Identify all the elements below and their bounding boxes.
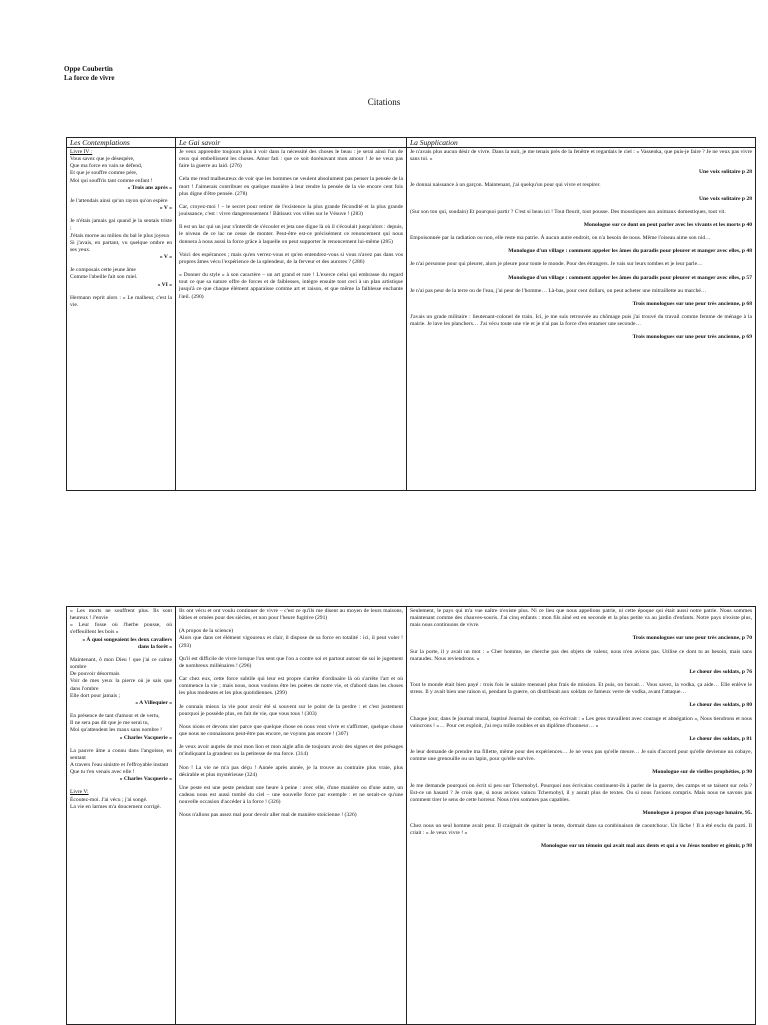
- quote-text: Tout le monde était bien payé : trois fois le salaire mensuel plus frais de mission. Et puis, on buvait… Vous savez, la vodka, ça aide… Elle enlève le stress. Il y avait bien une raison si, pendant la guerre, on distribuait aux soldats ce fameux verre de vodka, avant l'attaque…: [410, 682, 752, 696]
- quote-text: Que ma force en vain se défend,: [70, 163, 143, 170]
- quote-text: Je n'ai personne pour qui pleurer, alors je pleure pour toute le monde. Pour des étrangers. Je vais sur leurs tombes et je leur parle…: [410, 261, 703, 268]
- quote-text: Que tu t'en venais avec elle !: [70, 769, 135, 776]
- source-reference: Une voix solitaire p 28: [698, 195, 752, 202]
- quote-text: Cela me rend malheureux de voir que les hommes ne veulent absolument pas penser la pensée de la mort ! J'aimerais contribuer en quelque manière à leur rendre la pensée de la vie encore cent fois plus digne d'être pensée. (278): [179, 176, 403, 197]
- quote-text: Je donnai naissance à un garçon. Maintenant, j'ai quelqu'un pour qui vivre et respirer.: [410, 182, 601, 189]
- table-header-row: [67, 138, 756, 148]
- author-line: Oppe Coubertin: [64, 65, 113, 73]
- quote-text: « Leur fosse où l'herbe pousse, où s'effeuillent les bois »: [70, 622, 172, 636]
- subject-line: La force de vivre: [64, 74, 115, 82]
- source-reference: « V »: [159, 205, 172, 212]
- contemplations-cell: [67, 607, 176, 1025]
- quote-text: La pauvre âme a connu dans l'angoisse, en sentant: [70, 747, 172, 761]
- quote-text: Car chez eux, cette force subtile qui leur est propre s'arrête d'ordinaire là où s'arrête l'art et où commence la vie ; mais nous, nous voulons être les poètes de notre vie, et d'abord dans les choses les plus modestes et les plus quotidiennes. (299): [179, 676, 403, 697]
- quote-text: Maintenant, ô mon Dieu ! que j'ai ce calme sombre: [70, 656, 172, 671]
- quote-text: Nous n'allons pas assez mal pour devoir aller mal de manière stoïcienne ! (326): [179, 812, 357, 819]
- quote-text: Et que je souffre comme père,: [70, 170, 138, 177]
- quote-text: Je veux apprendre toujours plus à voir dans la nécessité des choses le beau : je serai ainsi l'un de ceux qui embellissent les choses. Amor fati : que ce soit dorénavant mon amour ! Je ne veux pas faire la guerre au laid. (276): [179, 149, 403, 170]
- quote-text: « Les morts ne souffrent plus. Ils sont heureux ! J'envie: [70, 608, 172, 622]
- source-reference: Le chœur des soldats, p 81: [689, 735, 752, 742]
- quote-text: Seulement, le pays qui m'a vue naître n'existe plus. Ni ce lieu que nous appelions patrie, ni cette époque qui était aussi notre patrie. Nous sommes maintenant comme des chauves-souris. J'ai cinq enfants : mon fils aîné est en seconde et la plus petite va au jardin d'enfants. Notre pays n'existe plus, mais nous continuons de vivre.: [410, 608, 752, 629]
- quote-text: Une peste est une peste pendant une heure à peine : avec elle, d'une manière ou d'une autre, un cadeau nous est aussi tombé du ciel – une nouvelle force par exemple : et ne serait-ce qu'une nouvelle occasion d'accéder à la force ! (326): [179, 784, 403, 806]
- quote-text: « Donner du style » à son caractère – un art grand et rare ! L'exerce celui qui embrasse du regard tout ce que sa nature offre de forces et de faiblesses, intègre ensuite tout ceci à un plan artistique jusqu'à ce que chaque élément apparaisse comme art et raison, et que même la faiblesse enchante l'œil. (290): [179, 272, 403, 300]
- quote-text: Je n'avais plus aucun désir de vivre. Dans la nuit, je me tenais près de la fenêtre et regardais le ciel : « Vassenka, que puis-je faire ? Je ne veux pas vivre sans toi. »: [410, 149, 752, 163]
- quote-text: Moi qu'attendent les maux sans nombre !: [70, 727, 163, 734]
- source-reference: « V »: [159, 254, 172, 261]
- quote-text: Je me demande pourquoi on écrit si peu sur Tchernobyl. Pourquoi nos écrivains continuent-ils à parler de la guerre, des camps et se taisent sur cela ? Est-ce un hasard ? Je crois que, si nous avions vaincu Tchernobyl, il y aurait plus de textes. Ou si nous l'avions compris. Mais nous ne savons pas comment tirer le sens de cette horreur. Nous n'en sommes pas capables.: [410, 782, 752, 803]
- table-row: [67, 607, 756, 1025]
- quote-text: (A propos de la science) Alors que dans cet élément vigoureux et clair, il dispose de sa force en totalité : ici, il peut voler ! (293): [179, 628, 403, 649]
- quote-text: J'étais morne au milieu du bal le plus joyeux: [70, 232, 170, 239]
- source-reference: Monologue d'un village : comment appeler les âmes du paradis pour pleurer et manger avec elles, p 57: [508, 274, 752, 281]
- gai-savoir-cell: [176, 148, 407, 491]
- quote-text: Nous nions et devons nier parce que quelque chose en nous veut vivre et s'affirmer, quelque chose que nous ne connaissons peut-être pas encore, ne voyons pas encore ! (307): [179, 723, 403, 738]
- source-reference: Monologue sur de vieilles prophéties, p 90: [652, 769, 752, 776]
- quote-text: Je n'ai pas peur de la terre ou de l'eau, j'ai peur de l'homme… Là-bas, pour cent dollars, on peut acheter une mitraillette au marché…: [410, 287, 707, 294]
- quote-text: (Sur son ton qui, soudain) Et pourquoi partir ? C'est si beau ici ! Tout fleurit, tout pousse. Des moustiques aux animaux domestiques, tout vit.: [410, 208, 726, 215]
- quote-text: Vous savez que je désespère,: [70, 156, 135, 163]
- source-reference: Monologue à propos d'un paysage lunaire, 95.: [642, 809, 752, 816]
- quote-text: Je veux avoir auprès de moi mon lion et mon aigle afin de toujours avoir des signes et des présages m'indiquant la grandeur ou la petitesse de ma force. (314): [179, 744, 403, 758]
- quote-text: Écoutez-moi. J'ai vécu ; j'ai songé.: [70, 796, 148, 803]
- source-reference: Monologue d'un village : comment appeler les âmes du paradis pour pleurer et manger avec elles, p 48: [508, 248, 752, 255]
- quote-text: Sur la porte, il y avait un mot : « Cher homme, ne cherche pas des objets de valeur, nous n'en avions pas. Utilise ce dont tu as besoin, mais sans maraudes. Nous reviendrons. »: [410, 648, 752, 662]
- quote-text: Je composais cette jeune âme: [70, 267, 136, 274]
- quote-text: La vie en larmes m'a doucement corrigé.: [70, 803, 161, 810]
- citations-table-2: [66, 606, 756, 1025]
- quote-text: Comme l'abeille fait son miel.: [70, 274, 138, 281]
- quote-text: Je l'attendais ainsi qu'un rayon qu'on espère: [70, 197, 168, 204]
- source-reference: Trois monologues sur une peur très ancienne, p 69: [632, 334, 752, 341]
- quote-text: Car, croyez-moi ! – le secret pour retirer de l'existence la plus grande fécondité et la plus grande jouissance, c'est : vivre dangereusement ! Bâtissez vos villes sur le Vésuve ! (283): [179, 203, 403, 218]
- quote-text: Voici des espérances ; mais qu'en verrez-vous et qu'en entendrez-vous si vous n'avez pas dans vos propres âmes vécu l'expérience de la splendeur, de la ferveur et des aurores ? (286): [179, 251, 403, 265]
- quote-text: Ils ont vécu et ont voulu continuer de vivre – c'est ce qu'ils me disent au moyen de leurs maisons, bâties et ornées pour des siècles, et non pour l'heure fugitive (291): [179, 608, 403, 622]
- source-reference: Monologue sur ce dont on peut parler avec les vivants et les morts p 40: [583, 221, 752, 228]
- source-reference: Une voix solitaire p 28: [698, 169, 752, 176]
- quote-text: Qu'il est difficile de vivre lorsque l'on sent que l'on a contre soi et partout autour de soi le jugement de nombreux millénaires ! (296): [179, 655, 403, 669]
- source-reference: « VI »: [157, 281, 172, 288]
- quote-text: Si j'avais, en partant, vu quelque ombre en ses yeux.: [70, 239, 172, 253]
- quote-text: Il ne sera pas dit que je me serai tu,: [70, 720, 149, 727]
- quote-text: Je n'étais jamais gai quand je la sentais triste ;: [70, 218, 172, 232]
- source-reference: Le chœur des soldats, p 76: [689, 668, 752, 675]
- column-header-contemplations: Les Contemplations: [67, 138, 176, 148]
- column-header-supplication: La Supplication: [407, 138, 756, 148]
- quote-text: J'avais un grade militaire : lieutenant-colonel de train. Ici, je me suis retrouvée au chômage puis j'ai trouvé du travail comme femme de ménage à la mairie. Je lave les planchers… J'ai vécu toute une vie et je n'ai pas la force d'en entamer une seconde…: [410, 314, 752, 328]
- table-row: [67, 148, 756, 491]
- document-header: [64, 65, 114, 83]
- citations-table-1: [66, 137, 756, 491]
- source-reference: Monologue sur un témoin qui avait mal aux dents et qui a vu Jésus tomber et gémir, p 98: [540, 843, 752, 850]
- quote-text: Chaque jour, dans le journal mural, baptisé Journal de combat, on écrivait : « Les gens travaillent avec courage et abnégation », Nous tiendrons et nous vaincrons ! »… Pour cet exploit, j'ai reçu mille roubles et un diplôme d'honneur… »: [410, 715, 752, 729]
- quote-text: Elle dort pour jamais ;: [70, 692, 121, 699]
- source-reference: « Charles Vacquerie »: [119, 776, 172, 783]
- quote-text: Hermann reprit alors : « Le malheur, c'est la vie.: [70, 294, 172, 308]
- quote-text: Chez nous un seul homme avait peur. Il craignait de quitter la tente, dormait dans sa combinaison de caoutchouc. Un lâche ! Il a été exclu du parti. Il criait : « Je veux vivre ! »: [410, 823, 752, 837]
- source-reference: Trois monologues sur une peur très ancienne, p 68: [632, 300, 752, 307]
- source-reference: « À quoi songeaient les deux cavaliers dans la forêt »: [82, 636, 172, 650]
- quote-text: Moi qui souffris tant comme enfant !: [70, 177, 153, 184]
- quote-text: En présence de tant d'amour et de vertu,: [70, 713, 160, 720]
- supplication-cell: [407, 148, 756, 491]
- supplication-cell: [407, 607, 756, 1025]
- quote-text: A travers l'eau sinistre et l'effroyable instant: [70, 761, 169, 768]
- quote-text: Empoisonnée par la radiation ou non, elle reste ma patrie. À aucun autre endroit, on n'a besoin de nous. Même l'oiseau aime son nid…: [410, 235, 711, 242]
- source-reference: « Trois ans après »: [127, 184, 172, 191]
- quote-text: Je leur demande de prendre ma fillette, même pour des expériences… Je ne veux pas qu'elle meure… Je suis d'accord pour qu'elle devienne un cobaye, comme une grenouille ou un lapin, pour qu'elle survive.: [410, 749, 752, 763]
- page-title: Citations: [367, 97, 401, 107]
- source-reference: Trois monologues sur une peur très ancienne, p 70: [632, 635, 752, 642]
- source-reference: « A Villequier »: [135, 699, 172, 706]
- source-reference: « Charles Vacquerie »: [119, 734, 172, 741]
- book-heading: Livre V:: [70, 789, 89, 796]
- contemplations-cell: [67, 148, 176, 491]
- source-reference: Le chœur des soldats, p 80: [689, 702, 752, 709]
- book-heading: Livre IV :: [70, 149, 93, 155]
- quote-text: Je connais mieux la vie pour avoir été si souvent sur le point de la perdre : et c'est justement pourquoi je possède plus, en fait de vie, que vous tous ! (303): [179, 703, 403, 717]
- column-header-gai-savoir: Le Gai savoir: [176, 138, 407, 148]
- quote-text: Voir de mes yeux la pierre où je sais que dans l'ombre: [70, 678, 172, 692]
- quote-text: Il est un lac qui un jour s'interdit de s'écouler et jeta une digue là où il s'écoulait jusqu'alors : depuis, le niveau de ce lac ne cesse de monter. Peut-être est-ce précisément ce renoncement qui nous donnera à nous aussi la force grâce à laquelle on peut supporter le renoncement lui-même (285): [179, 224, 403, 245]
- gai-savoir-cell: [176, 607, 407, 1025]
- quote-text: Non ! La vie ne m'a pas déçu ! Année après année, je la trouve au contraire plus vraie, plus désirable et plus mystérieuse (324): [179, 764, 403, 778]
- quote-text: De pouvoir désormais: [70, 671, 120, 678]
